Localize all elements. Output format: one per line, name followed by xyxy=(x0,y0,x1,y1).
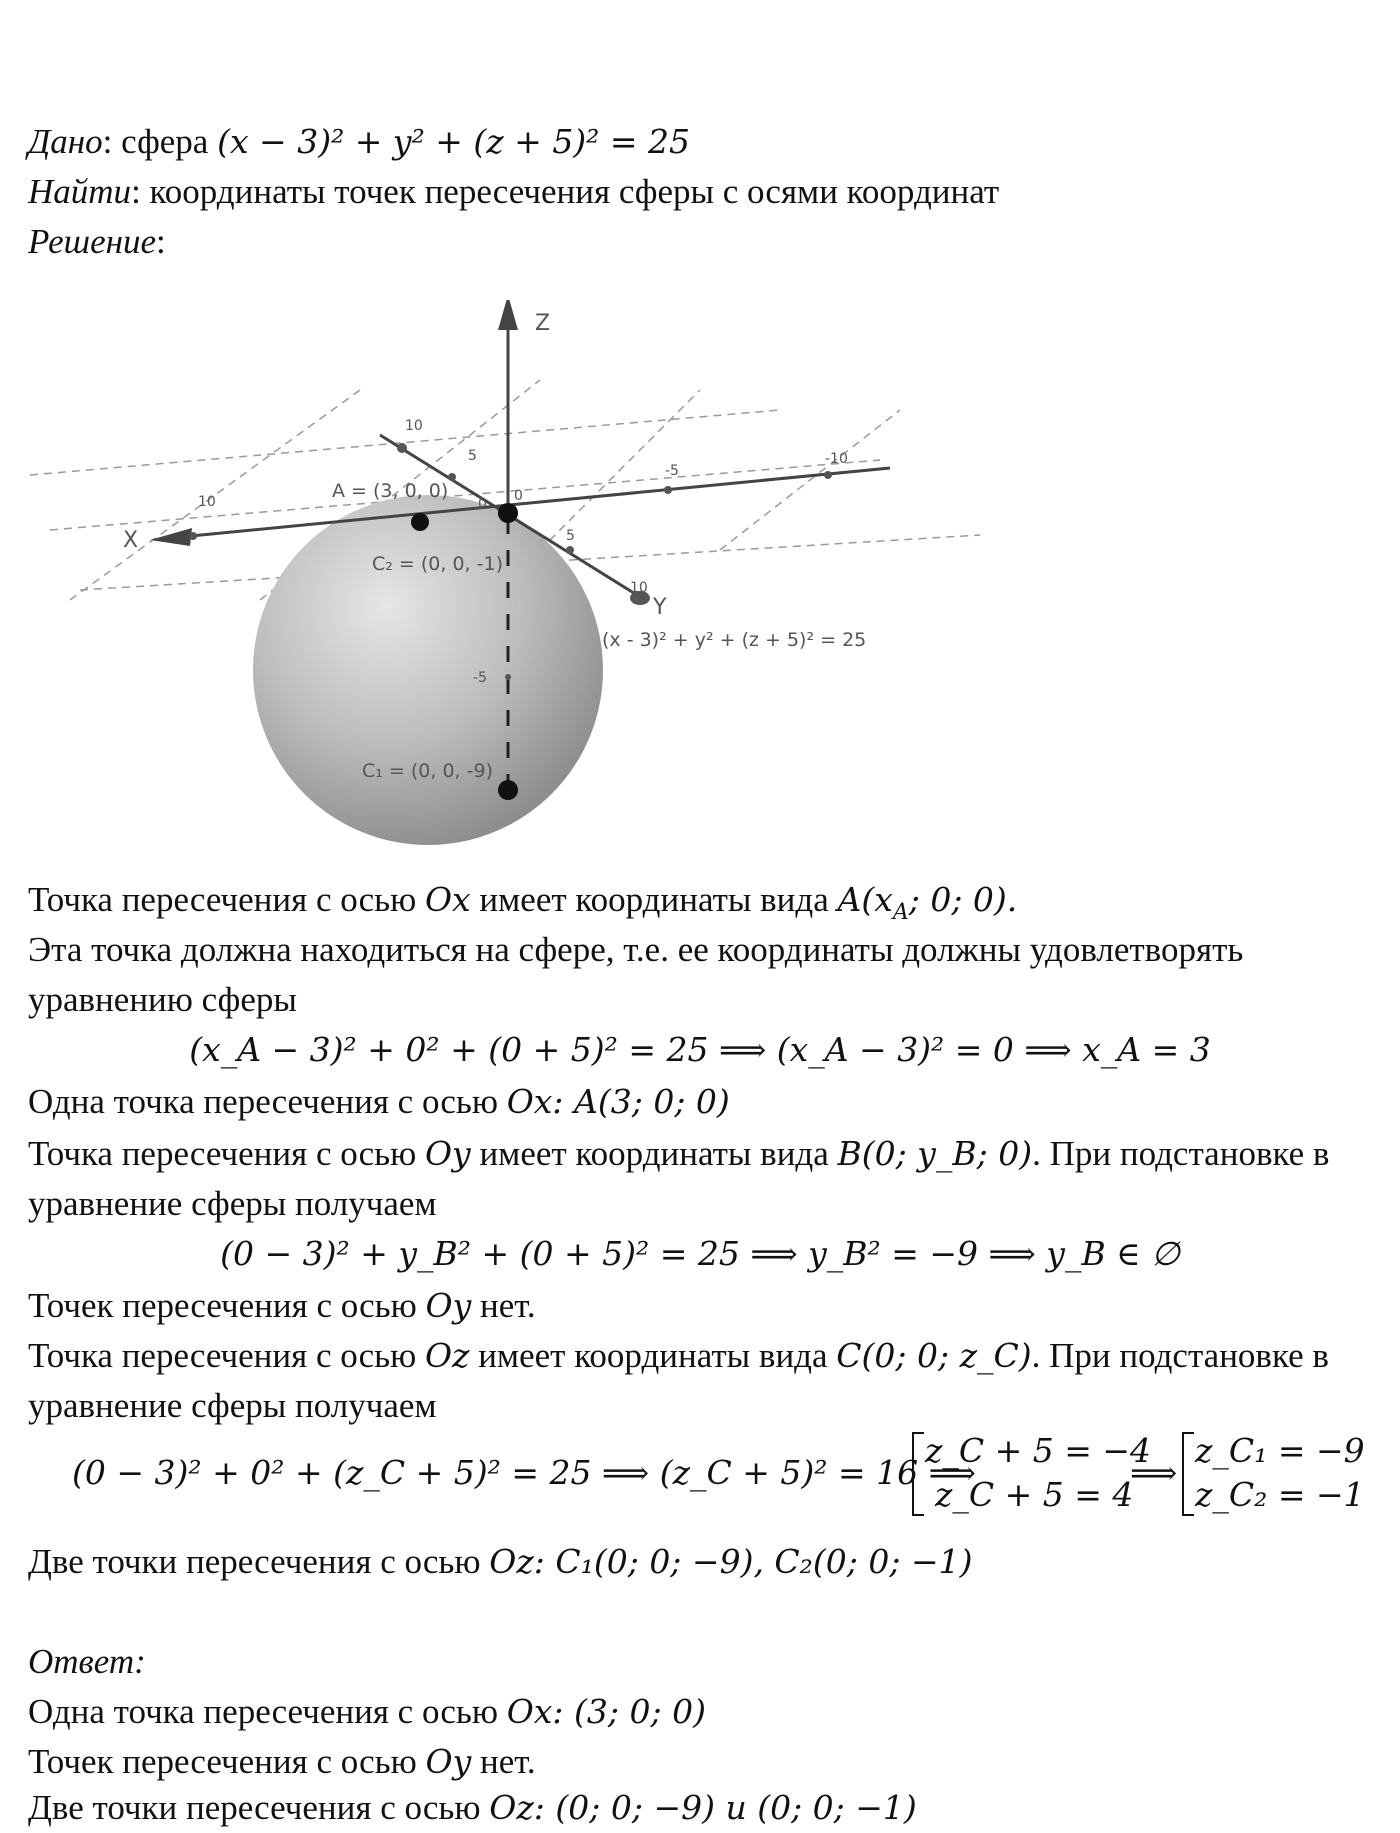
answer-line-3-value: : (0; 0; −9) и (0; 0; −1) xyxy=(533,1788,917,1827)
ox-axis-symbol: Ox xyxy=(425,880,471,919)
oy-point-form: B(0; y_B; 0) xyxy=(837,1134,1033,1173)
oz-intro-text-c: . При подстановке в xyxy=(1031,1336,1329,1375)
point-c2 xyxy=(498,503,518,523)
oy-intro-line xyxy=(28,1132,1329,1176)
point-c1-label: C₁ = (0, 0, -9) xyxy=(362,760,493,782)
sphere-figure-svg xyxy=(20,300,1020,845)
point-c1 xyxy=(498,780,518,800)
tick-label-x-10: 10 xyxy=(198,494,216,510)
oy-equation: (0 − 3)² + y_B² + (0 + 5)² = 25 ⟹ y_B² = −9 ⟹ y_B ∈ ∅ xyxy=(220,1234,1180,1273)
ox-result-axis: Ox xyxy=(506,1082,553,1121)
find-text: : координаты точек пересечения сферы с осями координат xyxy=(131,172,1000,211)
oy-result-end: нет. xyxy=(471,1286,536,1325)
point-c2-label: C₂ = (0, 0, -1) xyxy=(372,553,503,575)
oz-axis-symbol: Oz xyxy=(425,1336,470,1375)
oy-intro-text-b: имеет координаты вида xyxy=(470,1134,838,1173)
answer-line-2-text: Точек пересечения с осью xyxy=(28,1742,426,1781)
y-axis-label: Y xyxy=(653,595,667,620)
ox-intro-line xyxy=(28,878,1017,935)
x-axis-arrow xyxy=(150,528,192,546)
oy-result-text: Точек пересечения с осью xyxy=(28,1286,426,1325)
tick-label-x-minus5: -5 xyxy=(665,463,679,479)
oz-result-eq-1: z_C₁ = −9 xyxy=(1195,1431,1365,1470)
find-label: Найти xyxy=(28,172,132,211)
answer-line-2-axis: Oy xyxy=(425,1742,472,1781)
answer-line-2 xyxy=(28,1740,536,1784)
oz-intro-line-2: уравнение сферы получаем xyxy=(28,1386,437,1425)
ox-point-form-end: ; 0; 0). xyxy=(908,880,1018,919)
oz-intro-text: Точка пересечения с осью xyxy=(28,1336,425,1375)
point-a-label: A = (3, 0, 0) xyxy=(332,480,449,502)
answer-line-3 xyxy=(28,1786,917,1830)
tick-label-y-5: 5 xyxy=(468,448,477,464)
answer-line-1-value: : (3; 0; 0) xyxy=(552,1692,706,1731)
tick-label-y-10: 10 xyxy=(405,418,423,434)
solution-text: : xyxy=(156,222,166,261)
ox-result-line xyxy=(28,1080,730,1124)
ox-point-form: A(x xyxy=(837,880,893,919)
oy-intro-text-c: . При подстановке в xyxy=(1032,1134,1330,1173)
ox-result-text: Одна точка пересечения с осью xyxy=(28,1082,507,1121)
answer-label: Ответ: xyxy=(28,1642,146,1681)
oy-result-axis: Oy xyxy=(425,1286,472,1325)
point-a xyxy=(411,513,429,531)
answer-line-3-text: Две точки пересечения с осью xyxy=(28,1788,490,1827)
oz-system-bracket xyxy=(912,1432,924,1516)
given-equation: (x − 3)² + y² + (z + 5)² = 25 xyxy=(217,122,691,161)
ox-intro-text-b: имеет координаты вида xyxy=(470,880,838,919)
answer-line-1 xyxy=(28,1690,706,1734)
sphere-shape xyxy=(253,495,603,845)
answer-line-1-axis: Ox xyxy=(506,1692,553,1731)
solution-line xyxy=(28,220,166,264)
oz-intro-text-b: имеет координаты вида xyxy=(469,1336,837,1375)
tick-label-origin-1: 0 xyxy=(478,496,487,512)
answer-line-3-axis: Oz xyxy=(489,1788,534,1827)
z-axis-arrow xyxy=(498,300,518,330)
ox-explain-line-1: Эта точка должна находиться на сфере, т.е. ее координаты должны удовлетворять xyxy=(28,930,1244,969)
oz-equation: (0 − 3)² + 0² + (z_C + 5)² = 25 ⟹ (z_C + 5)² = 16 ⟹ xyxy=(72,1453,976,1492)
z-axis-label: Z xyxy=(535,311,551,336)
oy-intro-text: Точка пересечения с осью xyxy=(28,1134,425,1173)
oz-system-eq-1: z_C + 5 = −4 xyxy=(925,1431,1152,1470)
given-text: : сфера xyxy=(102,122,218,161)
ox-explain-line-2: уравнению сферы xyxy=(28,980,297,1019)
answer-line-1-text: Одна точка пересечения с осью xyxy=(28,1692,507,1731)
ox-point-form-sub: A xyxy=(892,900,909,925)
oz-intro-line xyxy=(28,1334,1329,1378)
tick-label-y-plus10: 10 xyxy=(630,580,648,596)
oz-result-eq-2: z_C₂ = −1 xyxy=(1195,1475,1365,1514)
oy-result-line xyxy=(28,1284,536,1328)
ox-result-value: : A(3; 0; 0) xyxy=(552,1082,730,1121)
oz-implies-symbol: ⟹ xyxy=(1130,1453,1178,1492)
tick-label-origin-2: 0 xyxy=(514,488,523,504)
tick-label-y-plus5: 5 xyxy=(566,528,575,544)
sphere-figure xyxy=(20,300,1020,845)
oy-axis-symbol: Oy xyxy=(425,1134,471,1173)
oz-result-text: Две точки пересечения с осью xyxy=(28,1542,490,1581)
given-line xyxy=(28,120,690,164)
oy-intro-line-2: уравнение сферы получаем xyxy=(28,1184,437,1223)
oz-result-axis: Oz xyxy=(489,1542,534,1581)
tick-label-x-minus10: -10 xyxy=(825,451,848,467)
solution-label: Решение xyxy=(28,222,157,261)
sphere-equation-label: (x - 3)² + y² + (z + 5)² = 25 xyxy=(602,629,867,651)
oz-result-line xyxy=(28,1540,973,1584)
x-axis-label: X xyxy=(123,528,139,553)
oz-point-form: C(0; 0; z_C) xyxy=(836,1336,1032,1375)
given-label: Дано xyxy=(28,122,103,161)
oz-result-bracket xyxy=(1182,1432,1194,1516)
ox-equation: (x_A − 3)² + 0² + (0 + 5)² = 25 ⟹ (x_A − 3)² = 0 ⟹ x_A = 3 xyxy=(189,1030,1211,1069)
oz-result-value: : C₁(0; 0; −9), C₂(0; 0; −1) xyxy=(533,1542,973,1581)
answer-line-2-end: нет. xyxy=(471,1742,536,1781)
tick-label-z-minus5: -5 xyxy=(473,670,487,686)
oz-system-eq-2: z_C + 5 = 4 xyxy=(935,1475,1134,1514)
ox-intro-text: Точка пересечения с осью xyxy=(28,880,425,919)
find-line xyxy=(28,170,999,214)
